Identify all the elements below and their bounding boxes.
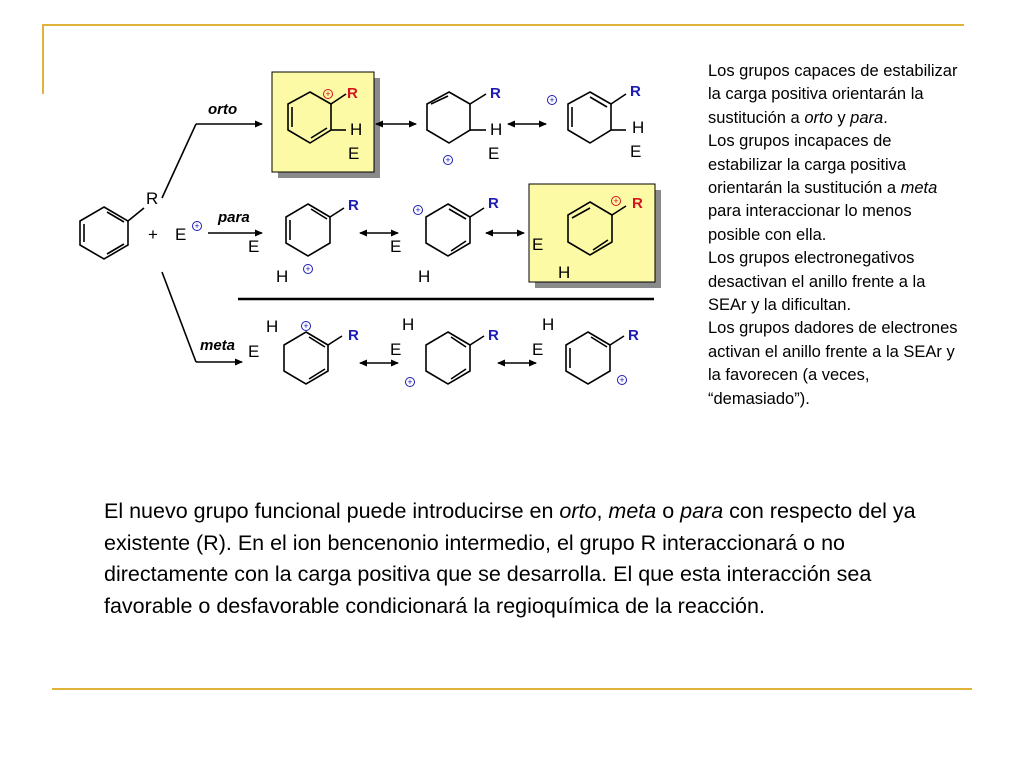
route-label-para: para [218,209,250,226]
hydrogen-label: H [542,315,555,334]
meta-intermediate-1 [284,332,342,384]
electrophile-label: E [248,342,260,361]
body-text-span: El nuevo grupo funcional puede introducirse en [104,499,560,523]
hydrogen-label: H [558,263,571,282]
electrophile-label: E [488,144,500,163]
electrophile-label: E [390,340,402,359]
meta-intermediate-3 [566,332,624,384]
electrophile-label: E [175,225,187,244]
side-term-orto: orto [804,108,833,127]
charge-sign: + [305,264,311,274]
body-text-span: con respecto del ya existente (R). En el ion bencenonio intermedio, el grupo R interaccionará o no directamente con la carga positiva que se desarrolla. El que esta interacción sea favorable o desfavorable condicionará la regioquímica de la reacción. [104,499,916,618]
body-text-conjunction: o [656,499,681,523]
substituent-r-blue: R [348,197,359,214]
hydrogen-label: H [632,118,645,137]
substituent-r-blue: R [348,327,359,344]
body-term-orto: orto [559,499,597,523]
body-text-comma: , [596,499,609,523]
branch-line-meta [162,272,196,362]
meta-intermediate-2 [426,332,484,384]
electrophile-label: E [348,144,360,163]
charge-sign: + [415,205,421,215]
side-paragraph-4: Los grupos dadores de electrones activan el anillo frente a la SEAr y la favorecen (a veces, “demasiado”). [708,319,958,408]
charge-sign: + [194,221,200,231]
para-intermediate-2 [426,204,484,256]
side-text-line: para interaccionar lo menos posible con ella. [708,202,912,244]
side-paragraph-2 [708,130,968,247]
reaction-scheme [0,0,700,480]
electrophile-label: E [630,142,642,161]
side-text-period: . [883,108,888,127]
charge-sign: + [407,377,413,387]
charge-sign: + [325,89,331,99]
charge-sign: + [619,375,625,385]
substituent-r-red: R [347,85,358,102]
hydrogen-label: H [276,267,289,286]
route-label-meta: meta [200,337,236,354]
substituent-r-red: R [632,195,643,212]
electrophile-label: E [390,237,402,256]
hydrogen-label: H [490,120,503,139]
electrophile-label: E [532,340,544,359]
plus-sign: + [148,225,158,244]
substituent-r-blue: R [628,327,639,344]
main-paragraph-text [104,496,924,622]
branch-line-orto [162,124,196,198]
hydrogen-label: H [402,315,415,334]
route-label-orto: orto [208,101,238,118]
substituent-r-blue: R [488,195,499,212]
frame-bottom-line [52,688,972,690]
electrophile-label: E [532,235,544,254]
orto-intermediate-3 [568,92,626,143]
electrophile-label: E [248,237,260,256]
body-term-para: para [680,499,724,523]
side-text-line: Los grupos capaces de estabilizar la carga positiva orientarán la sustitución a [708,62,958,127]
side-term-meta: meta [900,179,938,198]
hydrogen-label: H [418,267,431,286]
substituent-r-blue: R [488,327,499,344]
side-text-conjunction: y [832,108,851,127]
reactant-r-label: R [146,189,159,208]
substituent-r-blue: R [630,83,641,100]
orto-intermediate-2 [427,92,486,143]
side-explanation [708,60,968,411]
side-text-line: Los grupos incapaces de estabilizar la carga positiva orientarán la sustitución a [708,132,907,198]
hydrogen-label: H [350,120,363,139]
para-intermediate-1 [286,204,344,256]
charge-sign: + [549,95,555,105]
charge-sign: + [613,196,619,206]
body-term-meta: meta [608,499,657,523]
side-paragraph-3: Los grupos electronegativos desactivan el anillo frente a la SEAr y la dificultan. [708,249,926,315]
side-paragraph-1 [708,60,968,130]
side-term-para: para [850,108,884,127]
benzene-ring [80,207,144,259]
hydrogen-label: H [266,317,279,336]
main-paragraph [104,496,924,622]
charge-sign: + [303,321,309,331]
charge-sign: + [445,155,451,165]
substituent-r-blue: R [490,85,501,102]
